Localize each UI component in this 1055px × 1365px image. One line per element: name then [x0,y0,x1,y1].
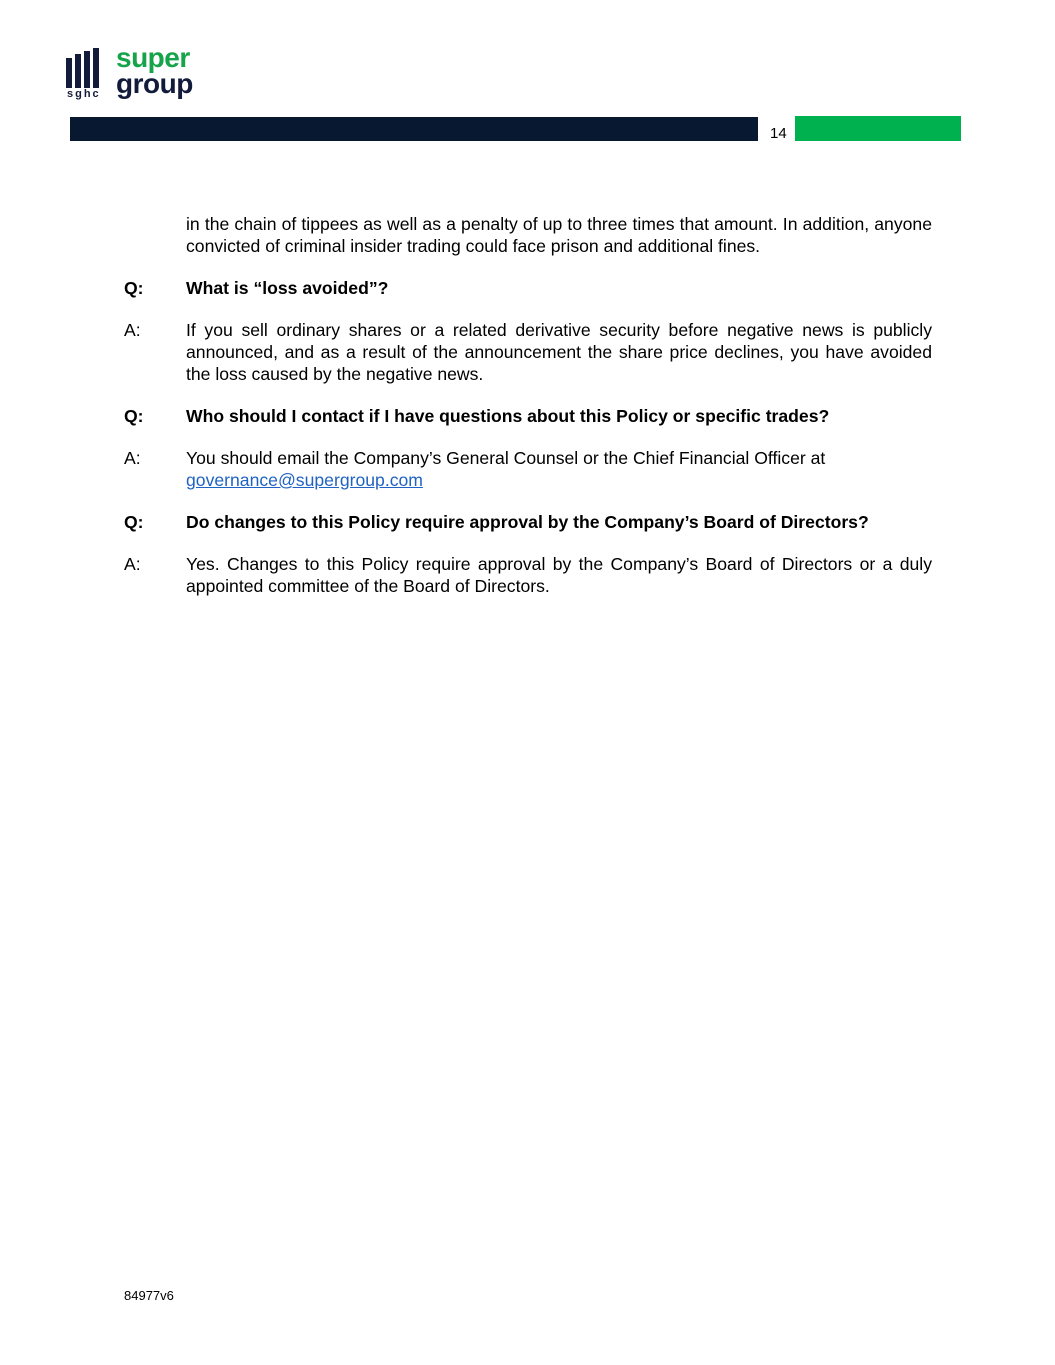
question-3 [124,511,932,533]
answer-1 [124,319,932,385]
answer-3 [124,553,932,597]
continuation-text: in the chain of tippees as well as a penalty of up to three times that amount. In addition, anyone convicted of criminal insider trading could face prison and additional fines. [186,214,932,256]
document-body [124,213,932,597]
answer-text: If you sell ordinary shares or a related derivative security before negative news is publicly announced, and as a result of the announcement the share price declines, you have avoided the loss caused by the negative news. [186,320,932,384]
answer-text: You should email the Company’s General Counsel or the Chief Financial Officer at [186,448,826,468]
answer-text: Yes. Changes to this Policy require approval by the Company’s Board of Directors or a duly appointed committee of the Board of Directors. [186,554,932,596]
logo-bars-icon [66,48,106,88]
continuation-paragraph [124,213,932,257]
document-id: 84977v6 [124,1288,174,1303]
logo-tagline: sghc [67,88,101,100]
answer-2 [124,447,932,491]
question-text: Who should I contact if I have questions about this Policy or specific trades? [186,406,830,426]
question-1 [124,277,932,299]
question-text: Do changes to this Policy require approval by the Company’s Board of Directors? [186,512,869,532]
answer-label: A: [124,448,141,468]
company-logo [66,44,206,104]
page-number: 14 [770,125,787,142]
question-2 [124,405,932,427]
logo-word-super: super [116,42,190,73]
question-label: Q: [124,406,144,426]
question-text: What is “loss avoided”? [186,278,389,298]
logo-word-group: group [116,68,193,99]
question-label: Q: [124,512,144,532]
header-bar-green [795,116,961,141]
answer-label: A: [124,320,141,340]
governance-email-link[interactable]: governance@supergroup.com [186,470,423,490]
answer-label: A: [124,554,141,574]
question-label: Q: [124,278,144,298]
answer-text-with-link [186,447,932,491]
header-bar-navy [70,117,758,141]
